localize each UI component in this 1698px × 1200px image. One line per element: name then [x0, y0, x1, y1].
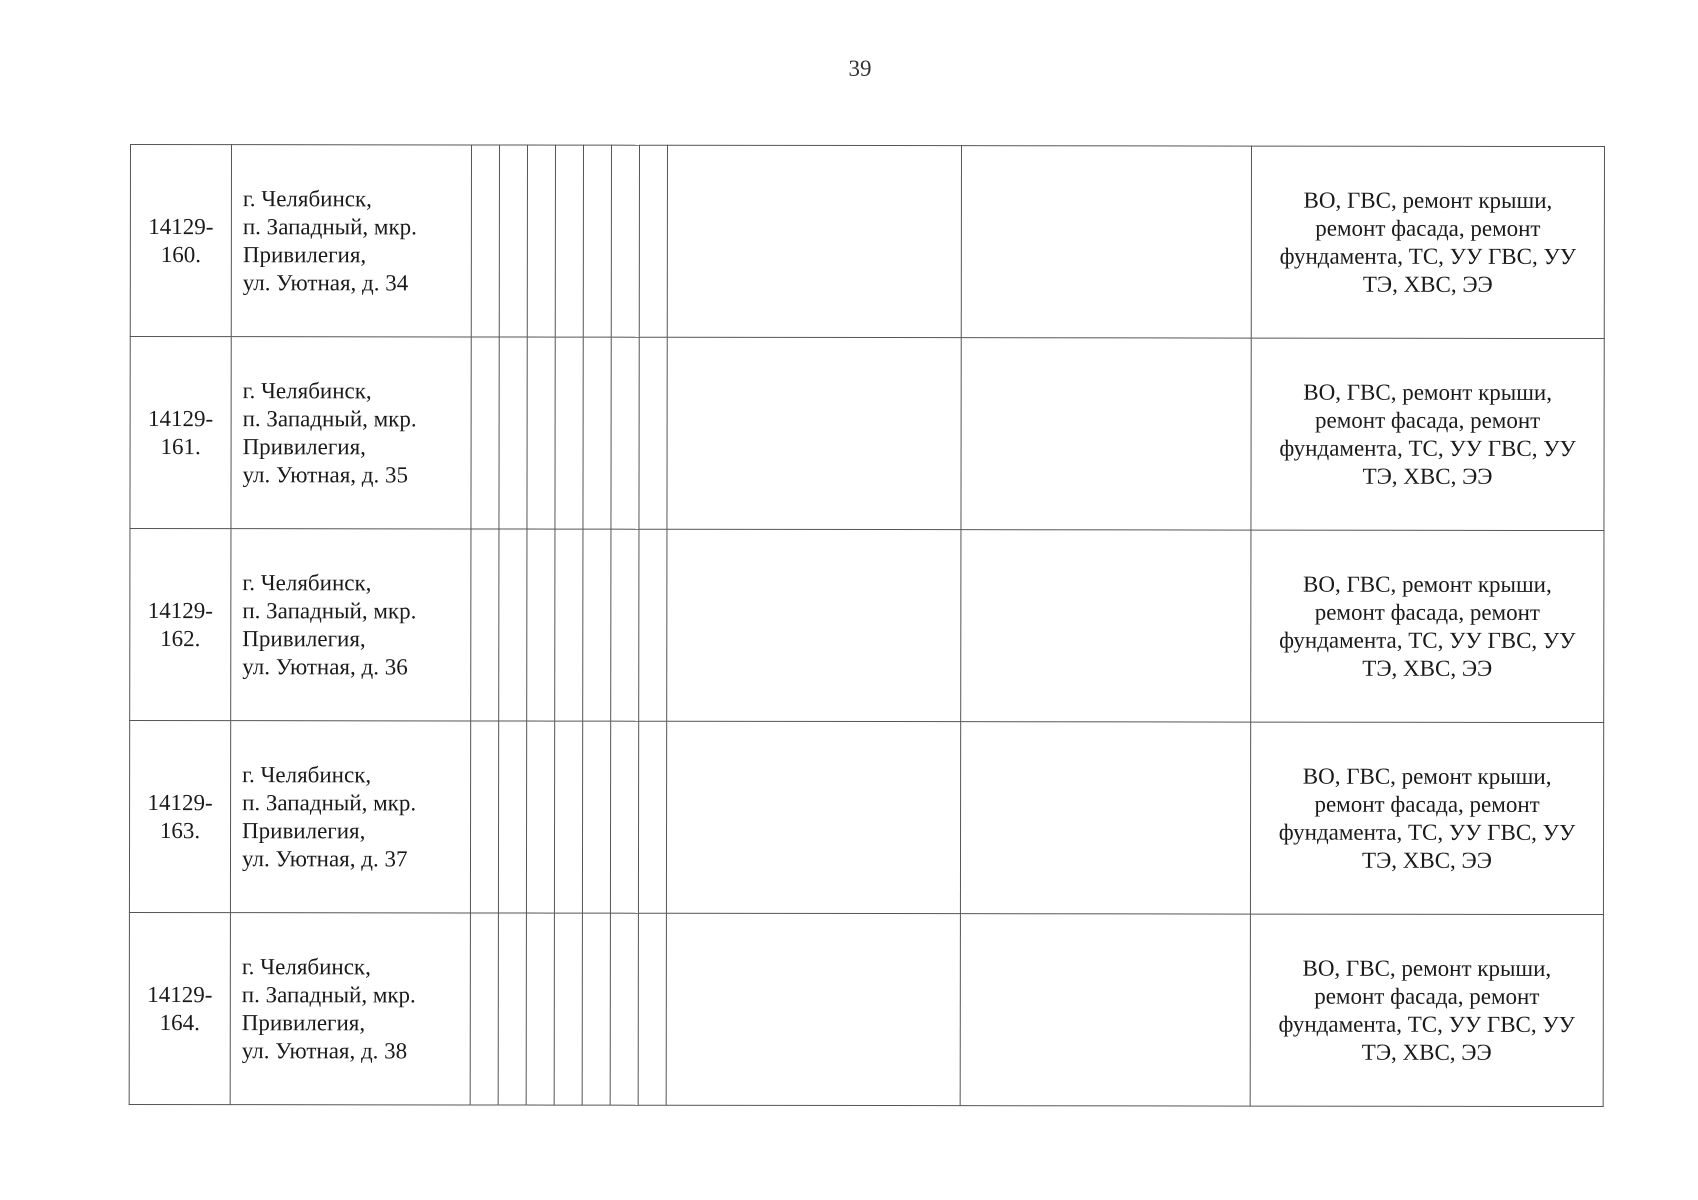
row-number-text: 162.	[160, 625, 201, 651]
table-row	[130, 529, 1604, 723]
row-number-text: 161.	[160, 433, 201, 459]
row-number-cell	[130, 145, 231, 337]
address-cell	[231, 529, 471, 721]
empty-cell	[961, 338, 1251, 530]
empty-cell	[961, 146, 1251, 338]
empty-cell	[527, 529, 555, 721]
empty-cell	[582, 913, 610, 1105]
empty-cell	[471, 529, 499, 721]
empty-cell	[471, 145, 499, 337]
address-line: п. Западный, мкр.	[241, 981, 416, 1007]
address-line: п. Западный, мкр.	[242, 213, 417, 239]
address-line: п. Западный, мкр.	[242, 597, 417, 623]
address-cell	[231, 145, 471, 337]
empty-cell	[666, 721, 960, 913]
row-number-text: 160.	[160, 241, 201, 267]
row-number-text: 14129-	[148, 405, 214, 431]
works-line: ТЭ, ХВС, ЭЭ	[1362, 463, 1493, 489]
works-line: ВО, ГВС, ремонт крыши,	[1303, 571, 1552, 597]
empty-cell	[527, 337, 555, 529]
row-number-cell	[129, 721, 230, 913]
row-number-text: 14129-	[147, 789, 213, 815]
works-line: ВО, ГВС, ремонт крыши,	[1302, 763, 1552, 789]
registry-table	[129, 144, 1605, 1107]
row-number-cell	[130, 337, 231, 529]
works-line: ВО, ГВС, ремонт крыши,	[1303, 379, 1553, 405]
row-number-cell	[129, 912, 230, 1104]
row-number-text: 163.	[159, 817, 201, 843]
works-cell	[1251, 530, 1604, 722]
empty-cell	[499, 145, 527, 337]
empty-cell	[554, 913, 582, 1105]
empty-cell	[582, 721, 610, 913]
works-line: ВО, ГВС, ремонт крыши,	[1303, 187, 1553, 213]
empty-cell	[610, 913, 638, 1105]
address-line: Привилегия,	[242, 433, 366, 459]
address-line: г. Челябинск,	[242, 185, 372, 211]
works-line: ВО, ГВС, ремонт крыши,	[1302, 955, 1552, 981]
works-line: ремонт фасада, ремонт	[1315, 215, 1541, 241]
empty-cell	[611, 529, 639, 721]
address-line: ул. Уютная, д. 38	[241, 1037, 408, 1063]
table-body	[129, 145, 1604, 1107]
empty-cell	[583, 337, 611, 529]
empty-cell	[639, 145, 667, 337]
address-line: ул. Уютная, д. 36	[242, 653, 408, 679]
works-line: ремонт фасада, ремонт	[1314, 983, 1540, 1009]
empty-cell	[498, 913, 526, 1105]
empty-cell	[555, 337, 583, 529]
address-line: Привилегия,	[242, 241, 367, 267]
row-number-text: 14129-	[147, 981, 213, 1007]
works-line: ремонт фасада, ремонт	[1314, 407, 1541, 433]
address-line: Привилегия,	[242, 625, 366, 651]
empty-cell	[961, 530, 1251, 722]
empty-cell	[667, 145, 961, 337]
works-line: фундамента, ТС, УУ ГВС, УУ	[1279, 243, 1577, 269]
empty-cell	[527, 145, 555, 337]
empty-cell	[667, 529, 961, 721]
empty-cell	[499, 529, 527, 721]
address-cell	[230, 721, 470, 913]
empty-cell	[666, 913, 960, 1105]
empty-cell	[498, 721, 526, 913]
empty-cell	[638, 721, 666, 913]
address-line: г. Челябинск,	[242, 569, 372, 595]
works-line: ТЭ, ХВС, ЭЭ	[1362, 655, 1493, 681]
table-row	[129, 721, 1603, 915]
works-cell	[1251, 146, 1604, 338]
empty-cell	[960, 914, 1250, 1106]
works-cell	[1250, 914, 1603, 1106]
empty-cell	[611, 337, 639, 529]
empty-cell	[611, 145, 639, 337]
works-line: ТЭ, ХВС, ЭЭ	[1362, 271, 1493, 297]
address-line: ул. Уютная, д. 35	[242, 461, 409, 487]
empty-cell	[960, 722, 1250, 914]
address-line: ул. Уютная, д. 34	[242, 269, 409, 295]
empty-cell	[583, 529, 611, 721]
address-line: г. Челябинск,	[242, 761, 372, 787]
works-line: ТЭ, ХВС, ЭЭ	[1361, 1039, 1492, 1065]
empty-cell	[470, 721, 498, 913]
empty-cell	[470, 913, 498, 1105]
empty-cell	[583, 145, 611, 337]
works-line: фундамента, ТС, УУ ГВС, УУ	[1278, 1011, 1575, 1037]
empty-cell	[639, 529, 667, 721]
table-row	[130, 145, 1604, 339]
works-line: ремонт фасада, ремонт	[1314, 599, 1540, 625]
address-line: Привилегия,	[242, 817, 366, 843]
row-number-cell	[130, 529, 231, 721]
empty-cell	[526, 721, 554, 913]
works-line: ремонт фасада, ремонт	[1314, 791, 1540, 817]
works-line: фундамента, ТС, УУ ГВС, УУ	[1279, 627, 1576, 653]
row-number-text: 14129-	[147, 597, 213, 623]
empty-cell	[639, 337, 667, 529]
empty-cell	[554, 721, 582, 913]
page-number: 39	[848, 56, 872, 81]
address-cell	[230, 913, 470, 1105]
address-line: п. Западный, мкр.	[242, 789, 417, 815]
empty-cell	[638, 913, 666, 1105]
empty-cell	[610, 721, 638, 913]
address-line: п. Западный, мкр.	[242, 405, 417, 431]
empty-cell	[471, 337, 499, 529]
address-line: ул. Уютная, д. 37	[241, 845, 408, 871]
empty-cell	[526, 913, 554, 1105]
works-line: фундамента, ТС, УУ ГВС, УУ	[1279, 435, 1576, 461]
address-line: г. Челябинск,	[242, 377, 372, 403]
works-cell	[1250, 722, 1603, 914]
empty-cell	[667, 337, 961, 529]
row-number-text: 164.	[159, 1009, 200, 1035]
address-line: г. Челябинск,	[241, 953, 371, 979]
table-row	[130, 337, 1604, 531]
empty-cell	[555, 145, 583, 337]
row-number-text: 14129-	[148, 213, 214, 239]
address-line: Привилегия,	[241, 1009, 366, 1035]
works-line: фундамента, ТС, УУ ГВС, УУ	[1278, 819, 1576, 845]
table-row	[129, 912, 1603, 1106]
empty-cell	[499, 337, 527, 529]
address-cell	[231, 337, 471, 529]
empty-cell	[555, 529, 583, 721]
works-line: ТЭ, ХВС, ЭЭ	[1362, 847, 1492, 873]
works-cell	[1251, 338, 1604, 530]
